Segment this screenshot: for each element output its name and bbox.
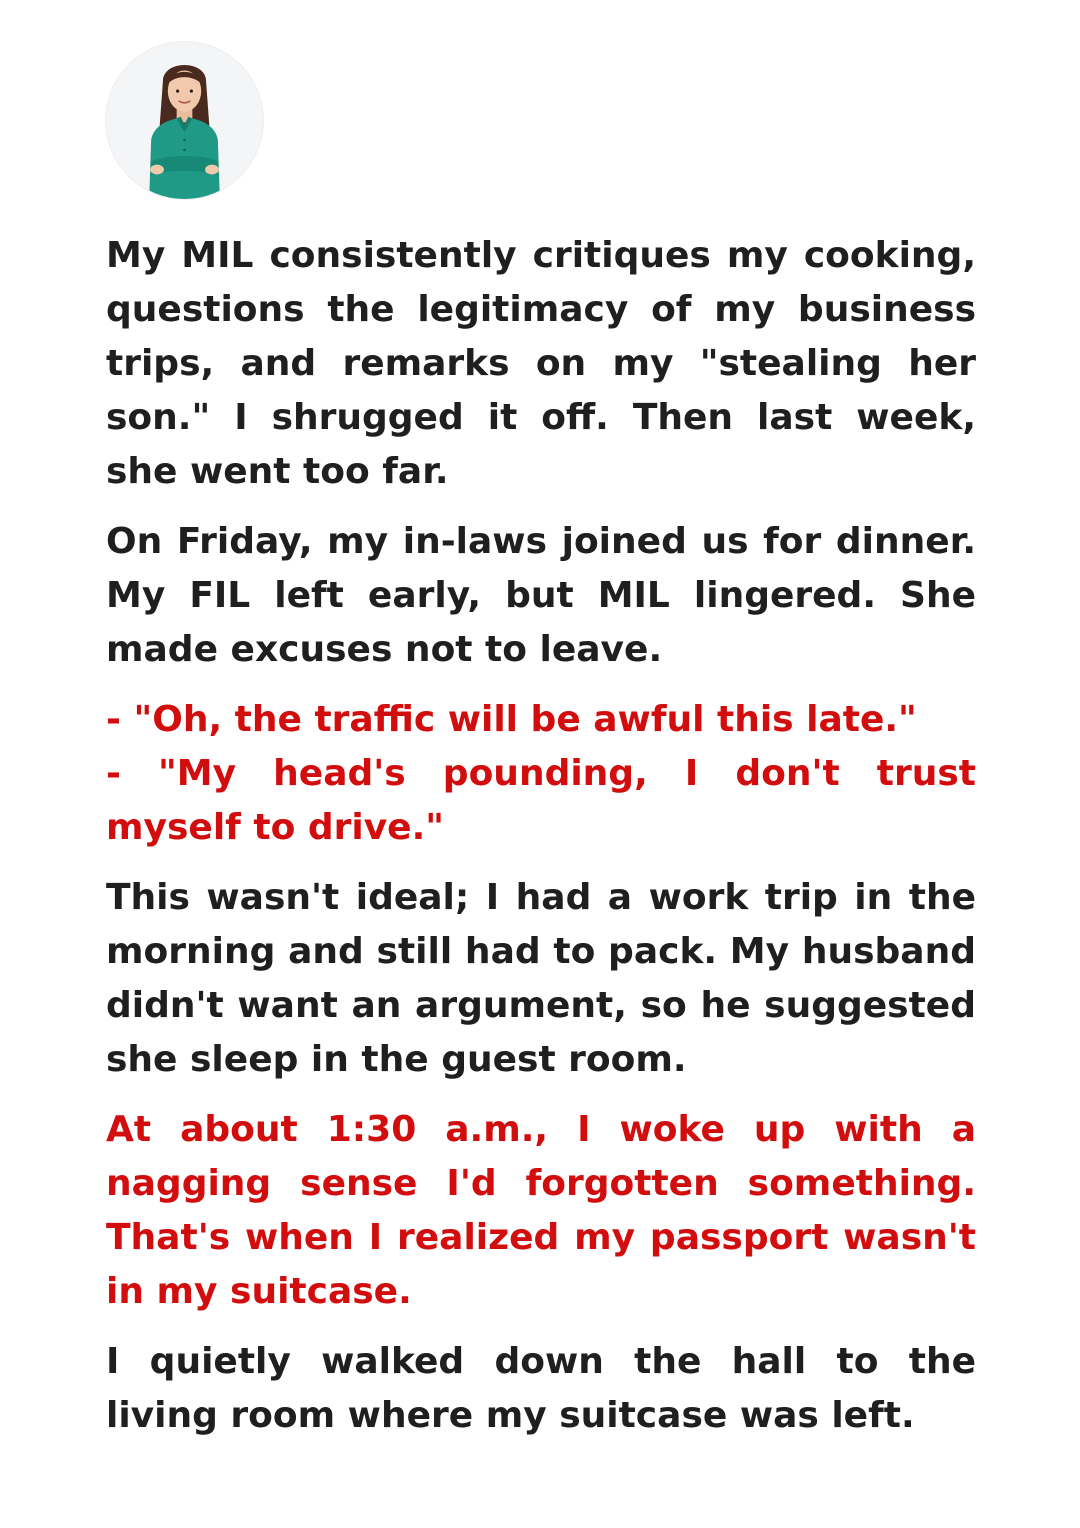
paragraph-5: I quietly walked down the hall to the living room where my suitcase was left. bbox=[106, 1341, 976, 1436]
paragraph-3: This wasn't ideal; I had a work trip in the morning and still had to pack. My husband didn't want an argument, so he suggested she sleep in the guest room. bbox=[106, 877, 976, 1080]
paragraph-1: My MIL consistently critiques my cooking, questions the legitimacy of my business trips, and remarks on my "stealing her son." I shrugged it off. Then last week, she went too far. bbox=[106, 235, 976, 492]
story-content bbox=[106, 229, 976, 1443]
paragraph-4-highlight: At about 1:30 a.m., I woke up with a nagging sense I'd forgotten something. That's when I realized my passport wasn't in my suitcase. bbox=[106, 1109, 976, 1312]
quote-2: - "My head's pounding, I don't trust myself to drive." bbox=[106, 753, 976, 848]
quote-1: - "Oh, the traffic will be awful this late." bbox=[106, 699, 917, 740]
woman-portrait-icon bbox=[106, 42, 263, 199]
author-avatar bbox=[106, 42, 263, 199]
paragraph-2: On Friday, my in-laws joined us for dinner. My FIL left early, but MIL lingered. She made excuses not to leave. bbox=[106, 521, 976, 670]
quote-list bbox=[106, 693, 976, 855]
